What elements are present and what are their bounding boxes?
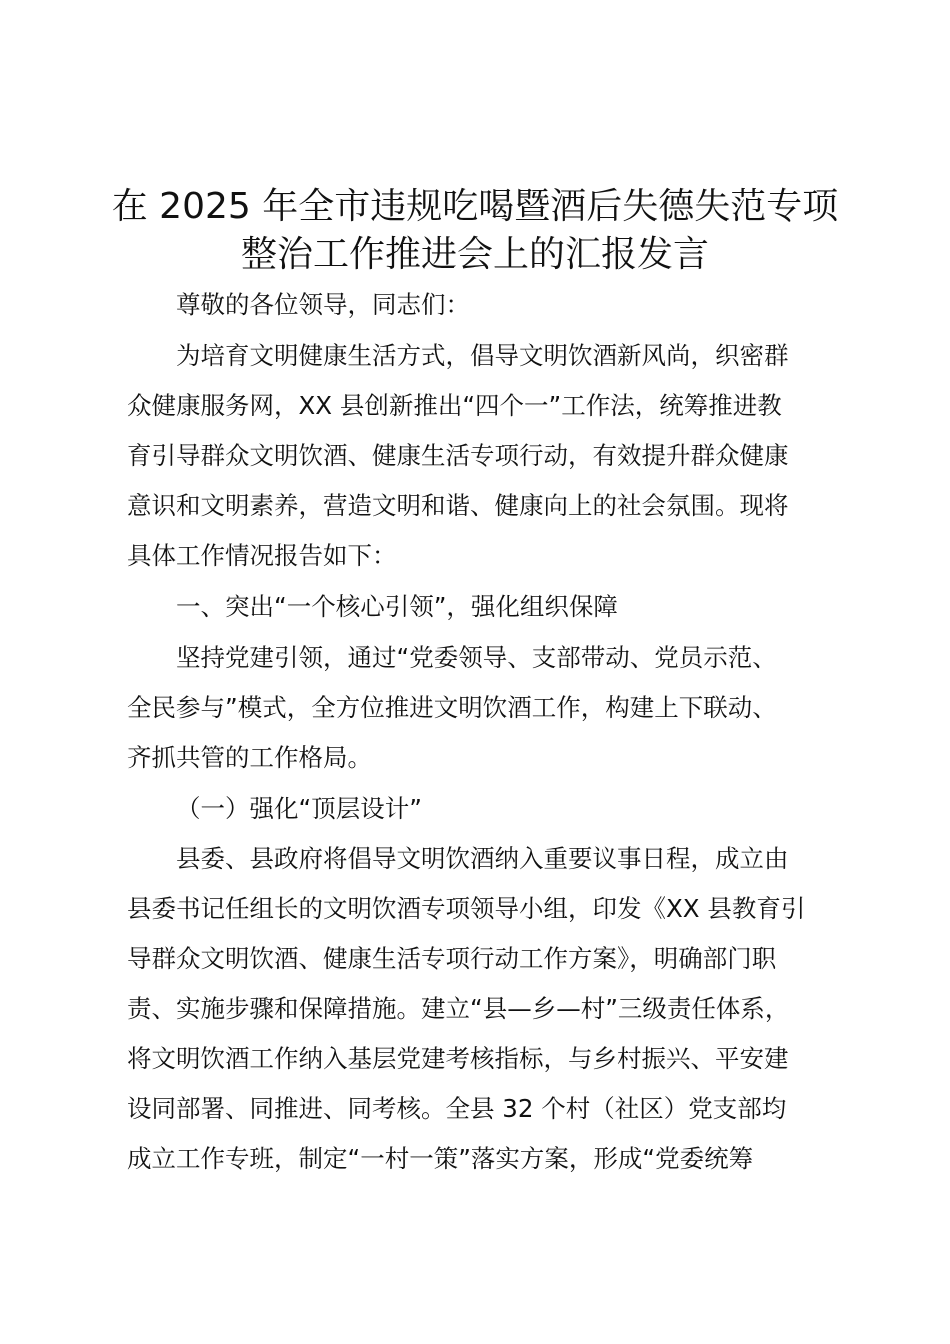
intro-line-4: 意识和文明素养，营造文明和谐、健康向上的社会氛围。现将: [127, 491, 789, 520]
section-1-heading: 一、突出“一个核心引领”，强化组织保障: [176, 592, 618, 621]
subsection-1-line-1: 县委、县政府将倡导文明饮酒纳入重要议事日程，成立由: [176, 844, 789, 873]
intro-line-3: 育引导群众文明饮酒、健康生活专项行动，有效提升群众健康: [127, 441, 789, 470]
intro-line-1: 为培育文明健康生活方式，倡导文明饮酒新风尚，织密群: [176, 341, 789, 370]
section-1-line-1: 坚持党建引领，通过“党委领导、支部带动、党员示范、: [176, 643, 777, 672]
subsection-1-line-2: 县委书记任组长的文明饮酒专项领导小组，印发《XX 县教育引: [127, 894, 806, 923]
intro-line-5: 具体工作情况报告如下：: [127, 541, 397, 570]
subsection-1-line-4: 责、实施步骤和保障措施。建立“县—乡—村”三级责任体系，: [127, 994, 790, 1023]
subsection-1-line-5: 将文明饮酒工作纳入基层党建考核指标，与乡村振兴、平安建: [127, 1044, 789, 1073]
greeting: 尊敬的各位领导，同志们：: [176, 290, 470, 319]
intro-line-2: 众健康服务网，XX 县创新推出“四个一”工作法，统筹推进教: [127, 391, 782, 420]
section-1-line-2: 全民参与”模式，全方位推进文明饮酒工作，构建上下联动、: [127, 693, 777, 722]
document-title-line-2: 整治工作推进会上的汇报发言: [240, 234, 709, 275]
document-title-line-1: 在 2025 年全市违规吃喝暨酒后失德失范专项: [111, 186, 839, 227]
section-1-line-3: 齐抓共管的工作格局。: [127, 743, 372, 772]
subsection-1-line-3: 导群众文明饮酒、健康生活专项行动工作方案》，明确部门职: [127, 944, 777, 973]
subsection-1-line-7: 成立工作专班，制定“一村一策”落实方案，形成“党委统筹: [127, 1144, 754, 1173]
subsection-1-line-6: 设同部署、同推进、同考核。全县 32 个村（社区）党支部均: [127, 1094, 787, 1123]
subsection-1-heading: （一）强化“顶层设计”: [176, 794, 422, 823]
